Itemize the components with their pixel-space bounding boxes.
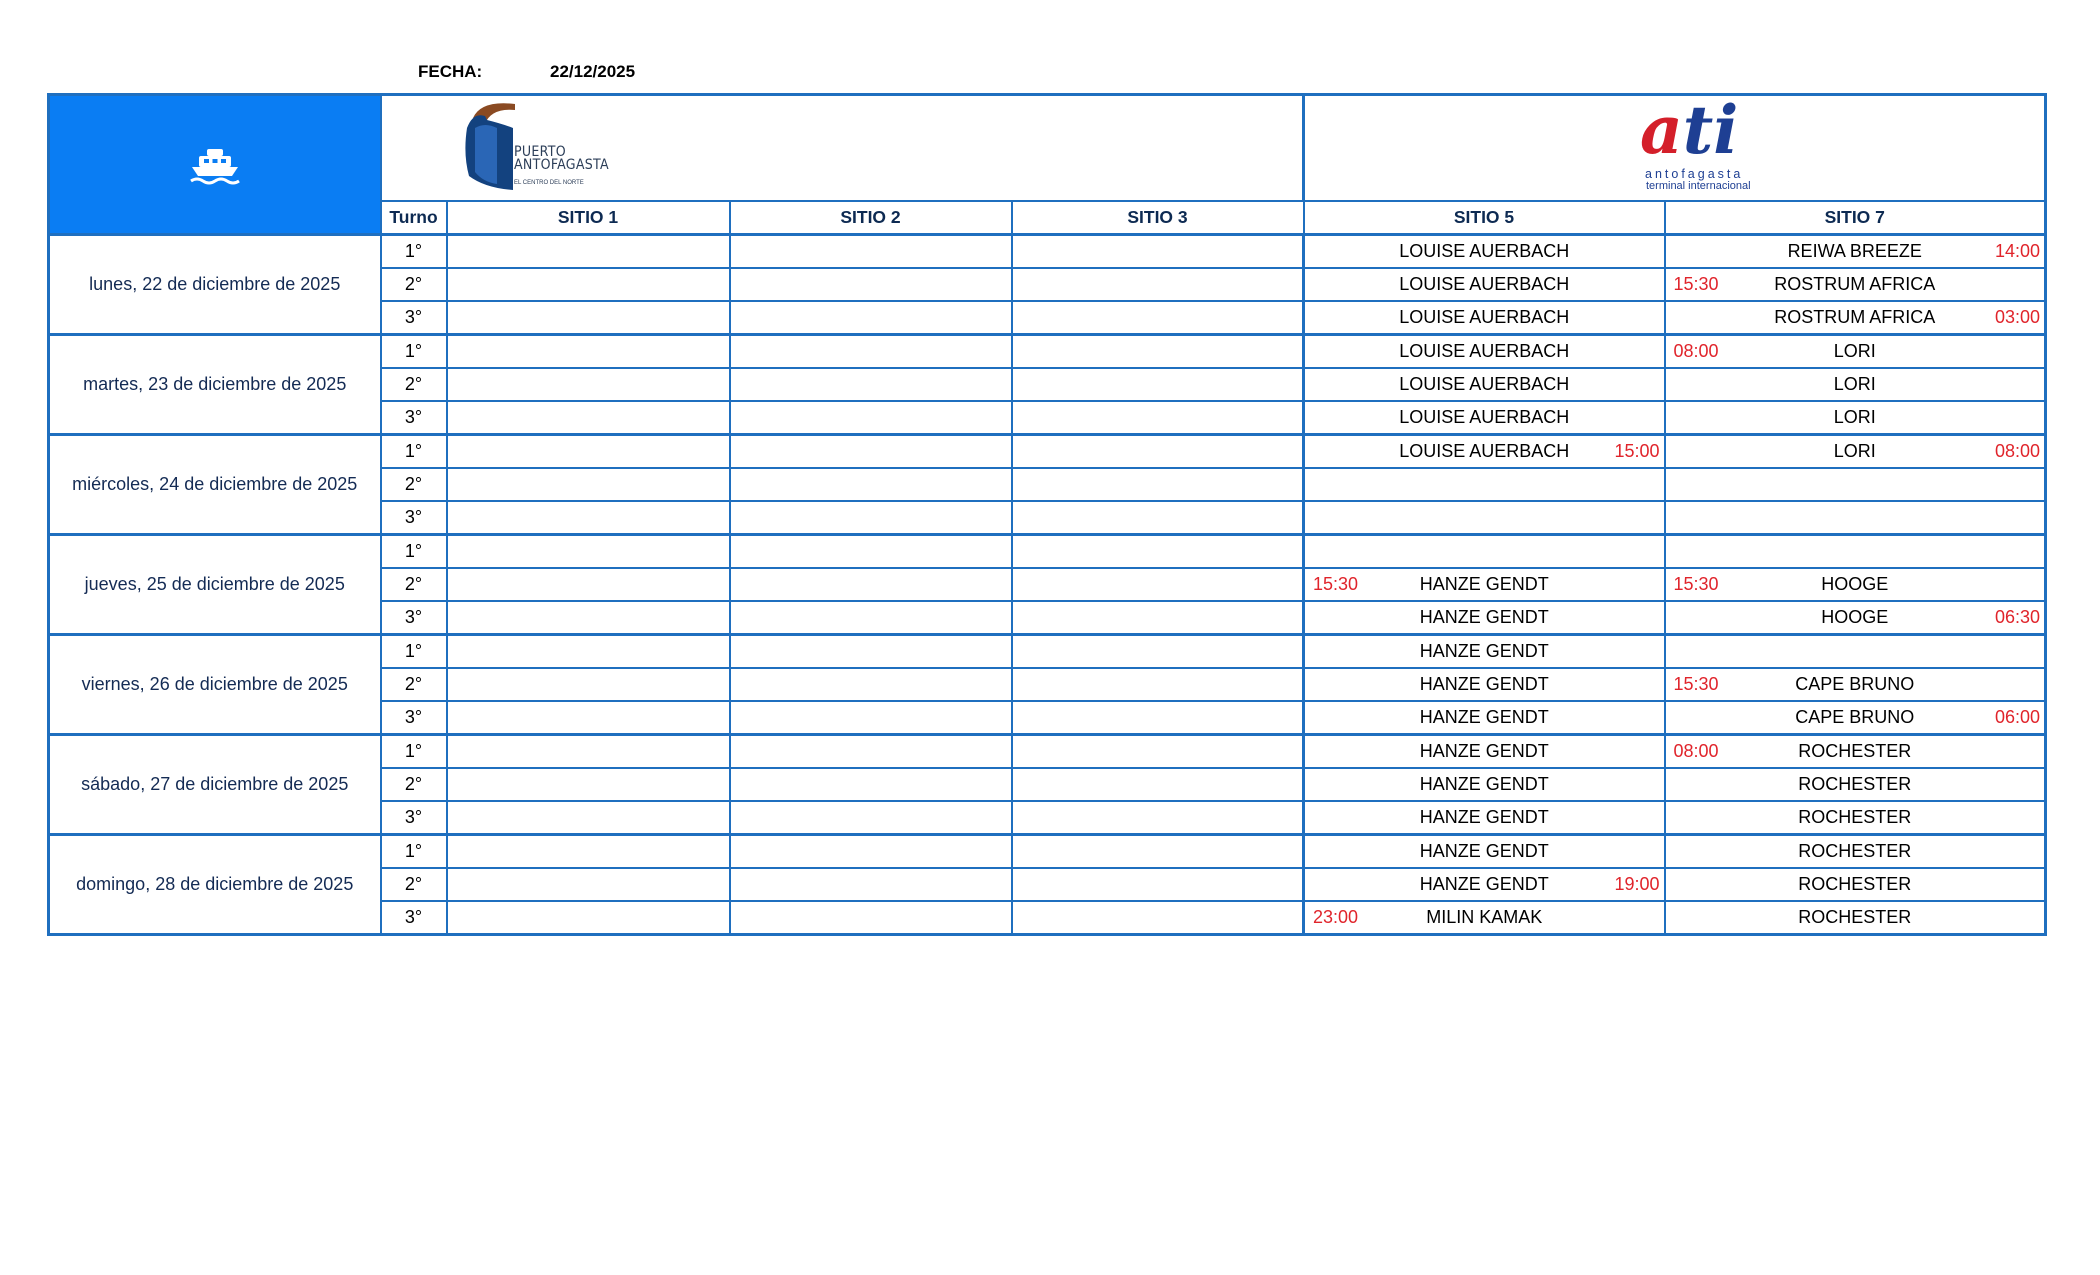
sitio7-cell (1665, 335, 2046, 369)
turno-cell: 3° (381, 301, 447, 335)
sitio1-cell (447, 868, 730, 901)
turno-cell: 1° (381, 235, 447, 269)
fecha-value: 22/12/2025 (550, 62, 636, 81)
sitio2-cell (730, 768, 1012, 801)
col-turno: Turno (381, 201, 447, 235)
sitio2-cell (730, 835, 1012, 869)
ship-name: ROCHESTER (1798, 741, 1912, 761)
schedule-body (49, 235, 2046, 935)
departure-time: 08:00 (1994, 441, 2040, 461)
ship-name: HANZE GENDT (1419, 741, 1549, 761)
ship-name: HOOGE (1821, 574, 1889, 594)
turno-cell: 3° (381, 601, 447, 635)
ship-name: LOUISE AUERBACH (1399, 407, 1570, 427)
sitio5-cell (1304, 235, 1665, 269)
ship-name: HANZE GENDT (1419, 874, 1549, 894)
ship-name: HANZE GENDT (1419, 607, 1549, 627)
sitio5-cell (1304, 735, 1665, 769)
ship-name: LOUISE AUERBACH (1399, 441, 1570, 461)
ship-name: HANZE GENDT (1419, 707, 1549, 727)
turno-cell: 1° (381, 735, 447, 769)
sitio3-cell (1012, 268, 1304, 301)
puerto-antofagasta-wordmark (514, 146, 609, 172)
sitio2-cell (730, 368, 1012, 401)
sitio2-cell (730, 235, 1012, 269)
sitio1-cell (447, 435, 730, 469)
sitio1-cell (447, 535, 730, 569)
fecha-label: FECHA: (418, 62, 483, 81)
sitio1-cell (447, 401, 730, 435)
ship-name: HOOGE (1821, 607, 1889, 627)
sitio2-cell (730, 801, 1012, 835)
sitio2-cell (730, 335, 1012, 369)
turno-cell: 1° (381, 535, 447, 569)
logo-text-line1: PUERTO (514, 144, 566, 160)
sitio2-cell (730, 901, 1012, 935)
sitio2-cell (730, 435, 1012, 469)
sitio3-cell (1012, 535, 1304, 569)
sitio1-cell (447, 301, 730, 335)
ati-wordmark: ati (1640, 91, 1739, 169)
departure-time: 14:00 (1994, 241, 2040, 261)
departure-time: 03:00 (1994, 307, 2040, 327)
sitio3-cell (1012, 301, 1304, 335)
arrival-time: 23:00 (1313, 907, 1359, 927)
day-date: jueves, 25 de diciembre de 2025 (49, 535, 381, 635)
turno-cell: 3° (381, 401, 447, 435)
sitio3-cell (1012, 235, 1304, 269)
turno-cell: 2° (381, 568, 447, 601)
sitio7-cell (1665, 401, 2046, 435)
turno-cell: 3° (381, 701, 447, 735)
turno-cell: 1° (381, 635, 447, 669)
col-sitio3: SITIO 3 (1012, 201, 1304, 235)
arrival-time: 15:30 (1313, 574, 1359, 594)
sitio7-cell (1665, 468, 2046, 501)
ship-name: LOUISE AUERBACH (1399, 274, 1570, 294)
sitio2-cell (730, 701, 1012, 735)
schedule-row (49, 835, 2046, 869)
arrival-time: 15:30 (1673, 574, 1719, 594)
sitio7-cell (1665, 235, 2046, 269)
sitio2-cell (730, 501, 1012, 535)
sitio3-cell (1012, 635, 1304, 669)
ship-name: HANZE GENDT (1419, 641, 1549, 661)
sitio2-cell (730, 535, 1012, 569)
sitio1-cell (447, 268, 730, 301)
sitio3-cell (1012, 501, 1304, 535)
sitio3-cell (1012, 468, 1304, 501)
sitio1-cell (447, 568, 730, 601)
sitio1-cell (447, 668, 730, 701)
sitio3-cell (1012, 435, 1304, 469)
sitio7-cell (1665, 601, 2046, 635)
sitio1-cell (447, 801, 730, 835)
ati-subtitle-1: antofagasta (1645, 167, 1744, 181)
sitio7-cell (1665, 635, 2046, 669)
day-date: miércoles, 24 de diciembre de 2025 (49, 435, 381, 535)
sitio7-cell (1665, 768, 2046, 801)
ati-logo (1640, 91, 1780, 195)
sitio2-cell (730, 635, 1012, 669)
ship-name: ROCHESTER (1798, 807, 1912, 827)
sitio2-cell (730, 868, 1012, 901)
day-date: viernes, 26 de diciembre de 2025 (49, 635, 381, 735)
sitio5-cell (1304, 501, 1665, 535)
turno-cell: 2° (381, 468, 447, 501)
ship-name: ROSTRUM AFRICA (1774, 274, 1936, 294)
sitio3-cell (1012, 668, 1304, 701)
sitio7-cell (1665, 801, 2046, 835)
sitio5-cell (1304, 535, 1665, 569)
departure-time: 06:30 (1994, 607, 2040, 627)
sitio1-cell (447, 368, 730, 401)
turno-cell: 3° (381, 901, 447, 935)
sitio3-cell (1012, 368, 1304, 401)
sitio7-cell (1665, 735, 2046, 769)
sitio5-cell (1304, 401, 1665, 435)
sitio3-cell (1012, 868, 1304, 901)
ship-name: ROSTRUM AFRICA (1774, 307, 1936, 327)
ship-name: CAPE BRUNO (1795, 674, 1915, 694)
turno-cell: 2° (381, 668, 447, 701)
arrival-time: 08:00 (1673, 741, 1719, 761)
sitio1-cell (447, 635, 730, 669)
sitio1-cell (447, 835, 730, 869)
arrival-time: 08:00 (1673, 341, 1719, 361)
puerto-antofagasta-logo (463, 98, 609, 194)
arrival-time: 15:30 (1673, 274, 1719, 294)
ship-name: LORI (1833, 374, 1876, 394)
ship-name: ROCHESTER (1798, 774, 1912, 794)
ship-name: HANZE GENDT (1419, 807, 1549, 827)
sitio5-cell (1304, 768, 1665, 801)
sitio1-cell (447, 901, 730, 935)
sitio7-cell (1665, 668, 2046, 701)
sitio2-cell (730, 468, 1012, 501)
turno-cell: 1° (381, 835, 447, 869)
sitio7-cell (1665, 268, 2046, 301)
turno-cell: 3° (381, 501, 447, 535)
sitio2-cell (730, 301, 1012, 335)
day-date: domingo, 28 de diciembre de 2025 (49, 835, 381, 935)
ship-name: HANZE GENDT (1419, 774, 1549, 794)
sitio5-cell (1304, 801, 1665, 835)
ati-subtitle-2: terminal internacional (1646, 180, 1751, 192)
departure-time: 06:00 (1994, 707, 2040, 727)
sitio3-cell (1012, 735, 1304, 769)
sitio5-cell (1304, 301, 1665, 335)
sitio5-cell (1304, 835, 1665, 869)
sitio5-cell (1304, 335, 1665, 369)
sitio5-cell (1304, 668, 1665, 701)
sitio3-cell (1012, 835, 1304, 869)
sitio1-cell (447, 735, 730, 769)
sitio5-cell (1304, 868, 1665, 901)
schedule-row (49, 235, 2046, 269)
departure-time: 15:00 (1614, 441, 1660, 461)
turno-cell: 2° (381, 368, 447, 401)
sitio2-cell (730, 601, 1012, 635)
ship-name: LOUISE AUERBACH (1399, 241, 1570, 261)
ship-name: ROCHESTER (1798, 907, 1912, 927)
day-date: lunes, 22 de diciembre de 2025 (49, 235, 381, 335)
sitio2-cell (730, 668, 1012, 701)
sitio5-cell (1304, 435, 1665, 469)
ship-name: CAPE BRUNO (1795, 707, 1915, 727)
sitio1-cell (447, 701, 730, 735)
ship-header-cell (49, 95, 381, 235)
sitio1-cell (447, 468, 730, 501)
sitio7-cell (1665, 835, 2046, 869)
schedule-table (47, 93, 2047, 936)
sitio7-cell (1665, 435, 2046, 469)
sitio5-cell (1304, 468, 1665, 501)
schedule-row (49, 535, 2046, 569)
sitio3-cell (1012, 801, 1304, 835)
sitio3-cell (1012, 335, 1304, 369)
ship-name: ROCHESTER (1798, 841, 1912, 861)
sitio1-cell (447, 768, 730, 801)
ship-name: LOUISE AUERBACH (1399, 341, 1570, 361)
col-sitio5: SITIO 5 (1304, 201, 1665, 235)
sitio5-cell (1304, 568, 1665, 601)
sitio1-cell (447, 501, 730, 535)
logo-subtitle: EL CENTRO DEL NORTE (514, 180, 584, 186)
schedule-row (49, 735, 2046, 769)
sitio7-cell (1665, 568, 2046, 601)
ship-name: HANZE GENDT (1419, 841, 1549, 861)
day-date: sábado, 27 de diciembre de 2025 (49, 735, 381, 835)
sitio3-cell (1012, 568, 1304, 601)
sitio7-cell (1665, 868, 2046, 901)
sitio1-cell (447, 235, 730, 269)
day-date: martes, 23 de diciembre de 2025 (49, 335, 381, 435)
sitio7-cell (1665, 301, 2046, 335)
sitio5-cell (1304, 901, 1665, 935)
ship-name: LORI (1833, 441, 1876, 461)
turno-cell: 2° (381, 768, 447, 801)
sitio7-cell (1665, 501, 2046, 535)
schedule-row (49, 435, 2046, 469)
sitio2-cell (730, 735, 1012, 769)
arrival-time: 15:30 (1673, 674, 1719, 694)
turno-cell: 1° (381, 435, 447, 469)
sitio7-cell (1665, 368, 2046, 401)
ship-name: HANZE GENDT (1419, 674, 1549, 694)
sitio1-cell (447, 601, 730, 635)
sitio7-cell (1665, 701, 2046, 735)
sitio3-cell (1012, 701, 1304, 735)
turno-cell: 2° (381, 268, 447, 301)
col-sitio7: SITIO 7 (1665, 201, 2046, 235)
sitio7-cell (1665, 535, 2046, 569)
sitio3-cell (1012, 601, 1304, 635)
sitio5-cell (1304, 368, 1665, 401)
sitio5-cell (1304, 601, 1665, 635)
ship-name: REIWA BREEZE (1787, 241, 1922, 261)
sitio3-cell (1012, 768, 1304, 801)
sitio2-cell (730, 401, 1012, 435)
sitio2-cell (730, 568, 1012, 601)
departure-time: 19:00 (1614, 874, 1660, 894)
sitio5-cell (1304, 635, 1665, 669)
ship-name: ROCHESTER (1798, 874, 1912, 894)
turno-cell: 1° (381, 335, 447, 369)
schedule-row (49, 335, 2046, 369)
col-sitio2: SITIO 2 (730, 201, 1012, 235)
ship-name: LORI (1833, 341, 1876, 361)
col-sitio1: SITIO 1 (447, 201, 730, 235)
ship-name: HANZE GENDT (1419, 574, 1549, 594)
ship-name: LOUISE AUERBACH (1399, 307, 1570, 327)
sitio2-cell (730, 268, 1012, 301)
logo-text-line2: ANTOFAGASTA (514, 157, 609, 173)
ship-name: LOUISE AUERBACH (1399, 374, 1570, 394)
turno-cell: 2° (381, 868, 447, 901)
turno-cell: 3° (381, 801, 447, 835)
schedule-row (49, 635, 2046, 669)
sitio3-cell (1012, 901, 1304, 935)
sitio5-cell (1304, 701, 1665, 735)
ship-name: LORI (1833, 407, 1876, 427)
ship-icon (189, 145, 241, 185)
sitio1-cell (447, 335, 730, 369)
sitio7-cell (1665, 901, 2046, 935)
ship-name: MILIN KAMAK (1426, 907, 1543, 927)
sitio5-cell (1304, 268, 1665, 301)
sitio3-cell (1012, 401, 1304, 435)
